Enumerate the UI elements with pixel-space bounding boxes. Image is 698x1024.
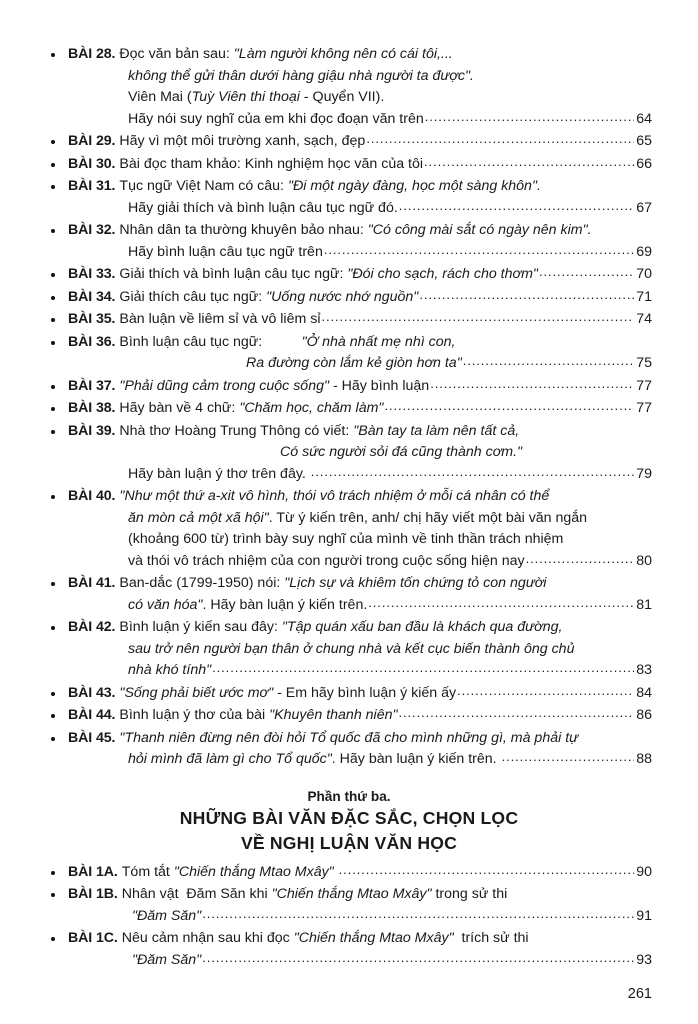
entry-text: - Quyển VII). bbox=[299, 89, 385, 105]
quoted-text: sau trở nên người bạn thân ở chung nhà và kết cục biến thành ông chủ bbox=[128, 640, 575, 657]
toc-entry-line bbox=[68, 508, 652, 530]
entry-label: BÀI 31. bbox=[68, 178, 116, 194]
entry-page-number[interactable]: 84 bbox=[636, 684, 652, 701]
toc-entry-bai-36[interactable] bbox=[46, 332, 652, 375]
toc-entry-line bbox=[68, 198, 652, 220]
entry-body bbox=[119, 264, 538, 286]
quoted-text: "Thanh niên đừng nên đòi hỏi Tổ quốc đã cho mình những gì, mà phải tự bbox=[119, 729, 579, 746]
dot-leader bbox=[425, 112, 634, 122]
bullet-dot-icon bbox=[51, 318, 55, 322]
entry-page-number[interactable]: 66 bbox=[636, 155, 652, 172]
entry-page-number[interactable]: 77 bbox=[636, 377, 652, 394]
toc-entry-bai-41[interactable] bbox=[46, 573, 652, 616]
toc-entry-line bbox=[68, 705, 652, 727]
dot-leader bbox=[366, 134, 634, 144]
bullet-dot-icon bbox=[51, 341, 55, 345]
entry-text: trong sử thi bbox=[431, 886, 508, 902]
toc-entry-bai-1a[interactable] bbox=[46, 862, 652, 884]
dot-leader bbox=[311, 467, 634, 477]
entry-page-number[interactable]: 70 bbox=[636, 266, 652, 282]
quoted-text: "Lịch sự và khiêm tốn chứng tỏ con người bbox=[284, 575, 547, 591]
quoted-text: hỏi mình đã làm gì cho Tổ quốc" bbox=[128, 751, 332, 767]
toc-entry-line bbox=[68, 728, 652, 750]
entry-page-number[interactable]: 65 bbox=[636, 133, 652, 149]
dot-leader bbox=[430, 379, 634, 389]
entry-body bbox=[128, 749, 501, 771]
toc-entry-line bbox=[68, 421, 652, 443]
dot-leader bbox=[324, 245, 634, 255]
bullet-dot-icon bbox=[51, 937, 55, 941]
entry-label: BÀI 41. bbox=[68, 575, 116, 591]
entry-body bbox=[128, 198, 398, 220]
entry-text: và thói vô trách nhiệm của con người trong cuộc sống hiện nay bbox=[128, 552, 525, 569]
entry-page-number[interactable]: 91 bbox=[636, 907, 652, 924]
entry-body bbox=[128, 595, 367, 617]
entry-text: . Hãy bàn luận ý kiến trên. bbox=[331, 751, 501, 767]
entry-body bbox=[119, 728, 578, 750]
entry-body bbox=[128, 66, 474, 88]
toc-entry-line bbox=[68, 551, 652, 573]
toc-entry-line bbox=[68, 749, 652, 771]
entry-body bbox=[119, 154, 423, 176]
entry-text: Viên Mai ( bbox=[128, 89, 192, 105]
bullet-dot-icon bbox=[51, 737, 55, 741]
quoted-text: "Chăm học, chăm làm" bbox=[239, 400, 384, 416]
toc-entry-line bbox=[68, 44, 652, 66]
entry-text: - Hãy bình luận bbox=[329, 377, 430, 394]
toc-list-part-three bbox=[46, 862, 652, 972]
entry-page-number[interactable]: 88 bbox=[636, 751, 652, 767]
toc-entry-bai-32[interactable] bbox=[46, 220, 652, 263]
quoted-text: "Đi một ngày đàng, học một sàng khôn". bbox=[287, 178, 541, 194]
entry-page-number[interactable]: 67 bbox=[636, 199, 652, 216]
entry-text: Hãy vì một môi trường xanh, sạch, đẹp bbox=[119, 133, 366, 149]
entry-body bbox=[128, 660, 211, 682]
toc-entry-bai-1c[interactable] bbox=[46, 928, 652, 971]
entry-label: BÀI 40. bbox=[68, 488, 116, 504]
quoted-text: "Chiến thắng Mtao Mxây" bbox=[173, 863, 338, 880]
quoted-text: "Đăm Săn" bbox=[132, 951, 202, 968]
toc-entry-bai-45[interactable] bbox=[46, 728, 652, 771]
bullet-dot-icon bbox=[51, 893, 55, 897]
bullet-dot-icon bbox=[51, 229, 55, 233]
entry-label: BÀI 38. bbox=[68, 400, 116, 416]
entry-text: Giải thích câu tục ngữ: bbox=[119, 288, 267, 305]
entry-body bbox=[132, 950, 201, 972]
entry-body bbox=[119, 486, 549, 508]
entry-body bbox=[128, 464, 310, 486]
entry-body bbox=[119, 309, 320, 331]
toc-entry-line bbox=[68, 442, 652, 464]
entry-text: trích sử thi bbox=[453, 930, 529, 946]
bullet-dot-icon bbox=[51, 714, 55, 718]
toc-entry-line bbox=[68, 906, 652, 928]
entry-text: Hãy bàn về 4 chữ: bbox=[119, 400, 240, 416]
entry-text: Nhân dân ta thường khuyên bảo nhau: bbox=[119, 222, 368, 238]
quoted-text: "Sống phải biết ước mơ" bbox=[119, 684, 274, 701]
quoted-text: "Làm người không nên có cái tôi,... bbox=[233, 46, 453, 62]
quoted-text: "Chiến thắng Mtao Mxây" bbox=[271, 886, 432, 902]
quoted-text: nhà khó tính" bbox=[128, 662, 212, 678]
bullet-dot-icon bbox=[51, 273, 55, 277]
entry-label: BÀI 45. bbox=[68, 729, 116, 746]
dot-leader bbox=[463, 356, 634, 366]
dot-leader bbox=[502, 752, 635, 762]
entry-text: Tóm tắt bbox=[121, 863, 174, 880]
entry-body bbox=[119, 131, 365, 153]
entry-label: BÀI 34. bbox=[68, 288, 116, 305]
toc-entry-line bbox=[68, 683, 652, 705]
quoted-text: "Uống nước nhớ nguồn" bbox=[266, 288, 419, 305]
quoted-text: ăn mòn cả một xã hội" bbox=[128, 509, 269, 526]
toc-entry-line bbox=[68, 109, 652, 131]
bullet-dot-icon bbox=[51, 296, 55, 300]
quoted-text: "Có công mài sắt có ngày nên kim". bbox=[367, 222, 592, 238]
entry-page-number[interactable]: 69 bbox=[636, 243, 652, 260]
entry-body bbox=[119, 44, 452, 66]
entry-body bbox=[128, 242, 323, 264]
entry-text: Hãy nói suy nghĩ của em khi đọc đoạn văn trên bbox=[128, 110, 424, 127]
toc-entry-line bbox=[68, 862, 652, 884]
toc-entry-bai-35[interactable] bbox=[46, 309, 652, 331]
toc-entry-line bbox=[68, 220, 652, 242]
quoted-text: "Đăm Săn" bbox=[132, 907, 202, 924]
entry-page-number[interactable]: 71 bbox=[636, 288, 652, 305]
quoted-text: "Phải dũng cảm trong cuộc sống" bbox=[119, 377, 330, 394]
part-header bbox=[46, 787, 652, 856]
toc-entry-line bbox=[68, 950, 652, 972]
entry-label: BÀI 29. bbox=[68, 133, 116, 149]
entry-text: Đọc văn bản sau: bbox=[119, 46, 234, 62]
quoted-text: "Bàn tay ta làm nên tất cả, bbox=[353, 422, 520, 439]
entry-label: BÀI 1C. bbox=[68, 930, 118, 946]
bullet-dot-icon bbox=[51, 53, 55, 57]
dot-leader bbox=[399, 201, 634, 211]
entry-label: BÀI 36. bbox=[68, 333, 116, 350]
entry-body bbox=[128, 87, 384, 109]
toc-entry-bai-28[interactable] bbox=[46, 44, 652, 130]
toc-entry-bai-43[interactable] bbox=[46, 683, 652, 705]
entry-page-number[interactable]: 90 bbox=[636, 863, 652, 880]
entry-body bbox=[119, 421, 519, 443]
page-number: 261 bbox=[627, 986, 652, 1002]
quoted-text: có văn hóa" bbox=[128, 596, 203, 613]
entry-page-number[interactable]: 79 bbox=[636, 465, 652, 482]
entry-label: BÀI 39. bbox=[68, 422, 116, 439]
quoted-text: "Như một thứ a-xit vô hình, thói vô trách nhiệm ở mỗi cá nhân có thể bbox=[119, 488, 550, 504]
bullet-dot-icon bbox=[51, 692, 55, 696]
dot-leader bbox=[212, 663, 634, 673]
entry-body bbox=[119, 705, 397, 727]
entry-label: BÀI 35. bbox=[68, 311, 116, 327]
entry-page-number[interactable]: 86 bbox=[636, 707, 652, 723]
entry-page-number[interactable]: 81 bbox=[636, 596, 652, 613]
dot-leader bbox=[399, 708, 635, 718]
toc-entry-line bbox=[68, 464, 652, 486]
quoted-text: không thể gửi thân dưới hàng giậu nhà người ta được". bbox=[128, 67, 474, 84]
toc-entry-line bbox=[68, 332, 652, 354]
quoted-text: Ra đường còn lắm kẻ giòn hơn ta" bbox=[246, 355, 462, 371]
entry-body bbox=[132, 906, 201, 928]
entry-label: BÀI 44. bbox=[68, 707, 116, 723]
part-title-line-1: NHỮNG BÀI VĂN ĐẶC SẮC, CHỌN LỌC bbox=[179, 807, 519, 828]
entry-page-number[interactable]: 74 bbox=[636, 311, 652, 327]
toc-entry-line bbox=[68, 309, 652, 331]
entry-text: Bàn luận về liêm sỉ và vô liêm sỉ bbox=[119, 311, 321, 327]
entry-body bbox=[119, 617, 562, 639]
bullet-dot-icon bbox=[51, 582, 55, 586]
toc-entry-line bbox=[68, 660, 652, 682]
dot-leader bbox=[202, 953, 634, 963]
part-kicker: Phần thứ ba. bbox=[307, 788, 391, 804]
quoted-text: "Khuyên thanh niên" bbox=[269, 707, 398, 723]
toc-entry-line bbox=[68, 353, 652, 375]
toc-entry-line bbox=[68, 376, 652, 398]
entry-text: Bình luận ý thơ của bài bbox=[119, 707, 270, 723]
entry-body bbox=[122, 884, 508, 906]
dot-leader bbox=[424, 157, 634, 167]
toc-entry-line bbox=[68, 154, 652, 176]
dot-leader bbox=[202, 909, 634, 919]
entry-text: Nêu cảm nhận sau khi đọc bbox=[121, 930, 294, 946]
entry-body bbox=[119, 376, 429, 398]
entry-body bbox=[119, 220, 591, 242]
entry-body bbox=[119, 176, 541, 198]
toc-entry-bai-30[interactable] bbox=[46, 154, 652, 176]
entry-text: Ban-dắc (1799-1950) nói: bbox=[119, 575, 285, 591]
part-title-line-2: VỀ NGHỊ LUẬN VĂN HỌC bbox=[240, 832, 458, 853]
toc-entry-bai-38[interactable] bbox=[46, 398, 652, 420]
toc-entry-line bbox=[68, 595, 652, 617]
entry-page-number[interactable]: 75 bbox=[636, 355, 652, 371]
bullet-dot-icon bbox=[51, 430, 55, 434]
toc-entry-line bbox=[68, 66, 652, 88]
toc-entry-line bbox=[68, 486, 652, 508]
quoted-text: "Tập quán xấu ban đầu là khách qua đường, bbox=[281, 619, 563, 635]
toc-entry-bai-40[interactable] bbox=[46, 486, 652, 572]
quoted-text: Tuỳ Viên thi thoại bbox=[191, 89, 300, 105]
entry-label: BÀI 28. bbox=[68, 46, 116, 62]
entry-text: Bình luận câu tục ngữ: bbox=[119, 333, 302, 350]
entry-text: Nhà thơ Hoàng Trung Thông có viết: bbox=[119, 422, 354, 439]
entry-label: BÀI 1B. bbox=[68, 886, 118, 902]
entry-text: Hãy bình luận câu tục ngữ trên bbox=[128, 243, 323, 260]
toc-entry-line bbox=[68, 617, 652, 639]
dot-leader bbox=[321, 312, 634, 322]
dot-leader bbox=[539, 267, 634, 277]
quoted-text: "Chiến thắng Mtao Mxây" bbox=[293, 930, 454, 946]
toc-entry-line bbox=[68, 176, 652, 198]
toc-list-part-two bbox=[46, 44, 652, 771]
entry-body bbox=[122, 862, 338, 884]
toc-entry-line bbox=[68, 398, 652, 420]
entry-page-number[interactable]: 64 bbox=[636, 110, 652, 127]
entry-text: Hãy bàn luận ý thơ trên đây. bbox=[128, 465, 310, 482]
entry-body bbox=[122, 928, 529, 950]
entry-text: Bài đọc tham khảo: Kinh nghiệm học văn của tôi bbox=[119, 155, 424, 172]
dot-leader bbox=[526, 554, 635, 564]
entry-page-number[interactable]: 83 bbox=[636, 662, 652, 678]
toc-entry-bai-33[interactable] bbox=[46, 264, 652, 286]
entry-body bbox=[119, 683, 456, 705]
entry-text: (khoảng 600 từ) trình bày suy nghĩ của mình về tinh thần trách nhiệm bbox=[128, 531, 564, 547]
toc-entry-line bbox=[68, 928, 652, 950]
toc-entry-line bbox=[68, 87, 652, 109]
dot-leader bbox=[384, 401, 634, 411]
entry-body bbox=[119, 287, 418, 309]
entry-body bbox=[128, 529, 563, 551]
entry-label: BÀI 33. bbox=[68, 266, 116, 282]
quoted-text: Có sức người sỏi đá cũng thành cơm." bbox=[280, 444, 523, 460]
entry-text: . Từ ý kiến trên, anh/ chị hãy viết một bài văn ngắn bbox=[268, 509, 588, 526]
bullet-dot-icon bbox=[51, 385, 55, 389]
toc-entry-bai-34[interactable] bbox=[46, 287, 652, 309]
entry-body bbox=[119, 398, 383, 420]
toc-entry-bai-39[interactable] bbox=[46, 421, 652, 486]
entry-text: - Em hãy bình luận ý kiến ấy bbox=[273, 684, 457, 701]
entry-body bbox=[119, 573, 546, 595]
dot-leader bbox=[339, 865, 635, 875]
entry-label: BÀI 43. bbox=[68, 684, 116, 701]
bullet-dot-icon bbox=[51, 163, 55, 167]
toc-entry-line bbox=[68, 287, 652, 309]
toc-entry-bai-1b[interactable] bbox=[46, 884, 652, 927]
dot-leader bbox=[368, 598, 634, 608]
entry-text: Giải thích và bình luận câu tục ngữ: bbox=[119, 266, 348, 282]
toc-entry-bai-44[interactable] bbox=[46, 705, 652, 727]
entry-text: Tục ngữ Việt Nam có câu: bbox=[119, 178, 288, 194]
entry-page-number[interactable]: 93 bbox=[636, 951, 652, 968]
toc-entry-line bbox=[68, 264, 652, 286]
bullet-dot-icon bbox=[51, 407, 55, 411]
bullet-dot-icon bbox=[51, 871, 55, 875]
entry-label: BÀI 32. bbox=[68, 222, 116, 238]
bullet-dot-icon bbox=[51, 626, 55, 630]
entry-label: BÀI 1A. bbox=[68, 863, 118, 880]
toc-entry-line bbox=[68, 639, 652, 661]
toc-entry-line bbox=[68, 131, 652, 153]
entry-body bbox=[128, 508, 587, 530]
entry-body bbox=[246, 353, 462, 375]
entry-page-number[interactable]: 77 bbox=[636, 400, 652, 416]
dot-leader bbox=[419, 290, 634, 300]
entry-body bbox=[128, 109, 424, 131]
bullet-dot-icon bbox=[51, 495, 55, 499]
toc-entry-bai-37[interactable] bbox=[46, 376, 652, 398]
entry-text: Hãy giải thích và bình luận câu tục ngữ đó. bbox=[128, 199, 398, 216]
bullet-dot-icon bbox=[51, 185, 55, 189]
entry-body bbox=[119, 332, 455, 354]
toc-entry-line bbox=[68, 884, 652, 906]
entry-text: . Hãy bàn luận ý kiến trên. bbox=[202, 596, 368, 613]
quoted-text: "Ở nhà nhất mẹ nhì con, bbox=[301, 333, 456, 350]
entry-body bbox=[128, 639, 574, 661]
toc-entry-bai-29[interactable] bbox=[46, 131, 652, 153]
entry-page-number[interactable]: 80 bbox=[636, 552, 652, 569]
entry-label: BÀI 42. bbox=[68, 619, 116, 635]
entry-label: BÀI 37. bbox=[68, 377, 116, 394]
dot-leader bbox=[457, 686, 634, 696]
entry-label: BÀI 30. bbox=[68, 155, 116, 172]
toc-entry-line bbox=[68, 242, 652, 264]
entry-text: Bình luận ý kiến sau đây: bbox=[119, 619, 282, 635]
toc-entry-line bbox=[68, 529, 652, 551]
quoted-text: "Đói cho sạch, rách cho thơm" bbox=[347, 266, 538, 282]
entry-body bbox=[128, 551, 525, 573]
bullet-dot-icon bbox=[51, 140, 55, 144]
toc-entry-line bbox=[68, 573, 652, 595]
entry-text: Nhân vật Đăm Săn khi bbox=[121, 886, 272, 902]
toc-entry-bai-31[interactable] bbox=[46, 176, 652, 219]
toc-entry-bai-42[interactable] bbox=[46, 617, 652, 682]
entry-body bbox=[280, 442, 522, 464]
